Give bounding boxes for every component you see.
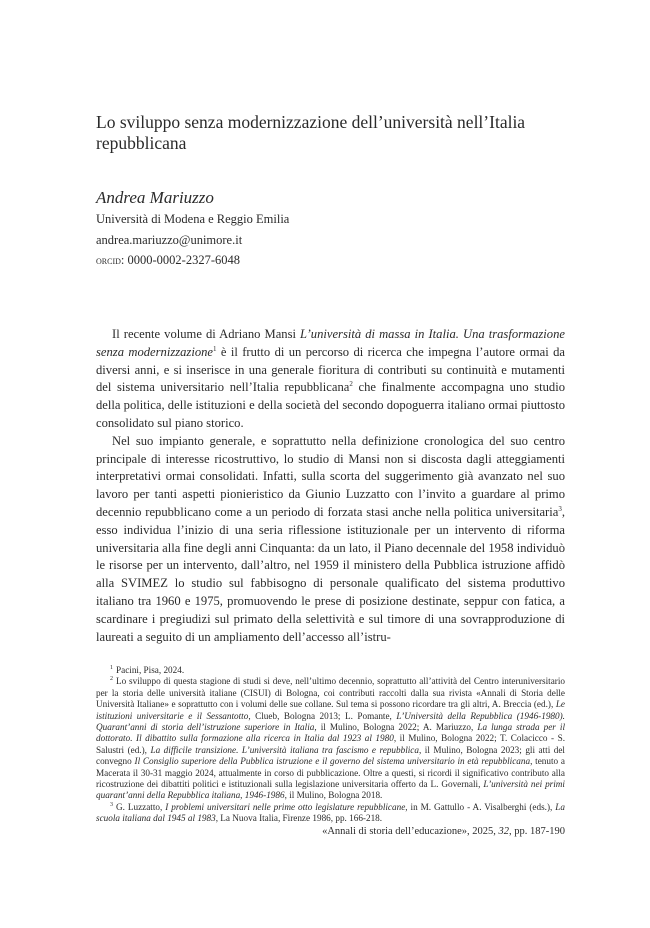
footnote: $^2$ Lo sviluppo di questa stagione di studi si deve, nell’ultimo decennio, soprattutto all’attività del Centro interuniversitario per la storia delle università italiane (CISUI) di Bologna, coi contributi raccolti dalla sua rivista «Annali di Storia delle Università Italiane» e soprattutto con i volumi delle sue collane. Sul tema si possono ricordare tra gli altri, A. Breccia (ed.), Le istituzioni universitarie e il Sessantotto, Clueb, Bologna 2013; L. Pomante, L’Università della Repubblica (1946-1980). Quarant’anni di storia dell’istruzione superiore in Italia, il Mulino, Bologna 2022; A. Mariuzzo, La lunga strada per il dottorato. Il dibattito sulla formazione alla ricerca in Italia dal 1923 al 1980, il Mulino, Bologna 2022; T. Colacicco - S. Salustri (ed.), La difficile transizione. L’università italiana tra fascismo e repubblica, il Mulino, Bologna 2023; gli atti del convegno Il Consiglio superiore della Pubblica istruzione e il governo del sistema universitario in età repubblicana, tenuto a Macerata il 30-31 maggio 2024, attualmente in corso di pubblicazione. Oltre a questi, si ricordi il significativo contributo alla ricostruzione dei dibattiti politici e istituzionali sulla legislazione universitaria offerto da L. Governali, L’università nei primi quarant’anni della Repubblica italiana, 1946-1986, il Mulino, Bologna 2018. [96,676,566,801]
author-orcid [96,253,240,268]
article-body [96,326,565,646]
footnote-ref: 3 [558,504,562,513]
footnotes [96,665,565,825]
author-affiliation: Università di Modena e Reggio Emilia [96,212,290,226]
footnote: $^1$ Pacini, Pisa, 2024. [110,664,185,675]
body-paragraph: Il recente volume di Adriano Mansi L’università di massa in Italia. Una trasformazione senza modernizzazione$^1$ è il frutto di un percorso di ricerca che impegna l’autore ormai da diversi anni, e si inserisce in una generale fioritura di contributi su continuità e mutamenti del sistema universitario nell’Italia repubblicana$^2$ che finalmente accompagna uno studio della politica, delle istituzioni e della società del secondo dopoguerra italiano ormai piuttosto consolidato sul piano storico. [96,327,565,430]
article-title: Lo sviluppo senza modernizzazione dell’università nell’Italia repubblicana [96,112,526,153]
author-email: andrea.mariuzzo@unimore.it [96,233,243,247]
orcid-label: orcid [96,255,121,267]
body-paragraph: Nel suo impianto generale, e soprattutto nella definizione cronologica del suo centro principale di interesse ricostruttivo, lo studio di Mansi non si discosta dagli atteggiamenti interpretativi ormai consolidati. Infatti, sulla scorta del suggerimento già avanzato nel suo lavoro per tanti aspetti pionieristico da Giunio Luzzatto con l’invito a guardare al primo decennio repubblicano come a un periodo di forzata stasi anche nella politica universitaria$^3$, esso individua l’inizio di una seria riflessione istituzionale per un intervento di riforma universitaria alla fine degli anni Cinquanta: da un lato, il Piano decennale del 1958 individuò le risorse per un intervento, dall’altro, nel 1959 il ministero della Pubblica istruzione affidò alla SVIMEZ lo studio sul fabbisogno di personale qualificato del sistema produttivo italiano tra 1960 e 1975, promuovendo le prese di posizione destinate, seppur con fatica, a scardinare i pregiudizi sul primato della selettività e sul timore di una sovrapproduzione di laureati a seguito di un ampliamento dell’accesso all’istru- [96,433,565,644]
footnote-number: 3 [110,801,113,808]
journal-citation: «Annali di storia dell’educazione», 2025, 32, pp. 187-190 [322,826,565,837]
footnote-number: 2 [110,676,113,683]
orcid-value: : 0000-0002-2327-6048 [120,253,240,267]
book-title: L’università di massa in Italia. Una trasformazione senza modernizzazione [96,327,565,359]
footnote-ref: 2 [349,380,353,389]
footnote-number: 1 [110,664,113,671]
footnote: $^3$ G. Luzzatto, I problemi universitari nelle prime otto legislature repubblicane, in M. Gattullo - A. Visalberghi (eds.), La scuola italiana dal 1945 al 1983, La Nuova Italia, Firenze 1986, pp. 166-218. [96,801,565,824]
author-name: Andrea Mariuzzo [96,188,214,207]
journal-volume: 32 [498,826,509,837]
footnote-ref: 1 [213,344,217,353]
